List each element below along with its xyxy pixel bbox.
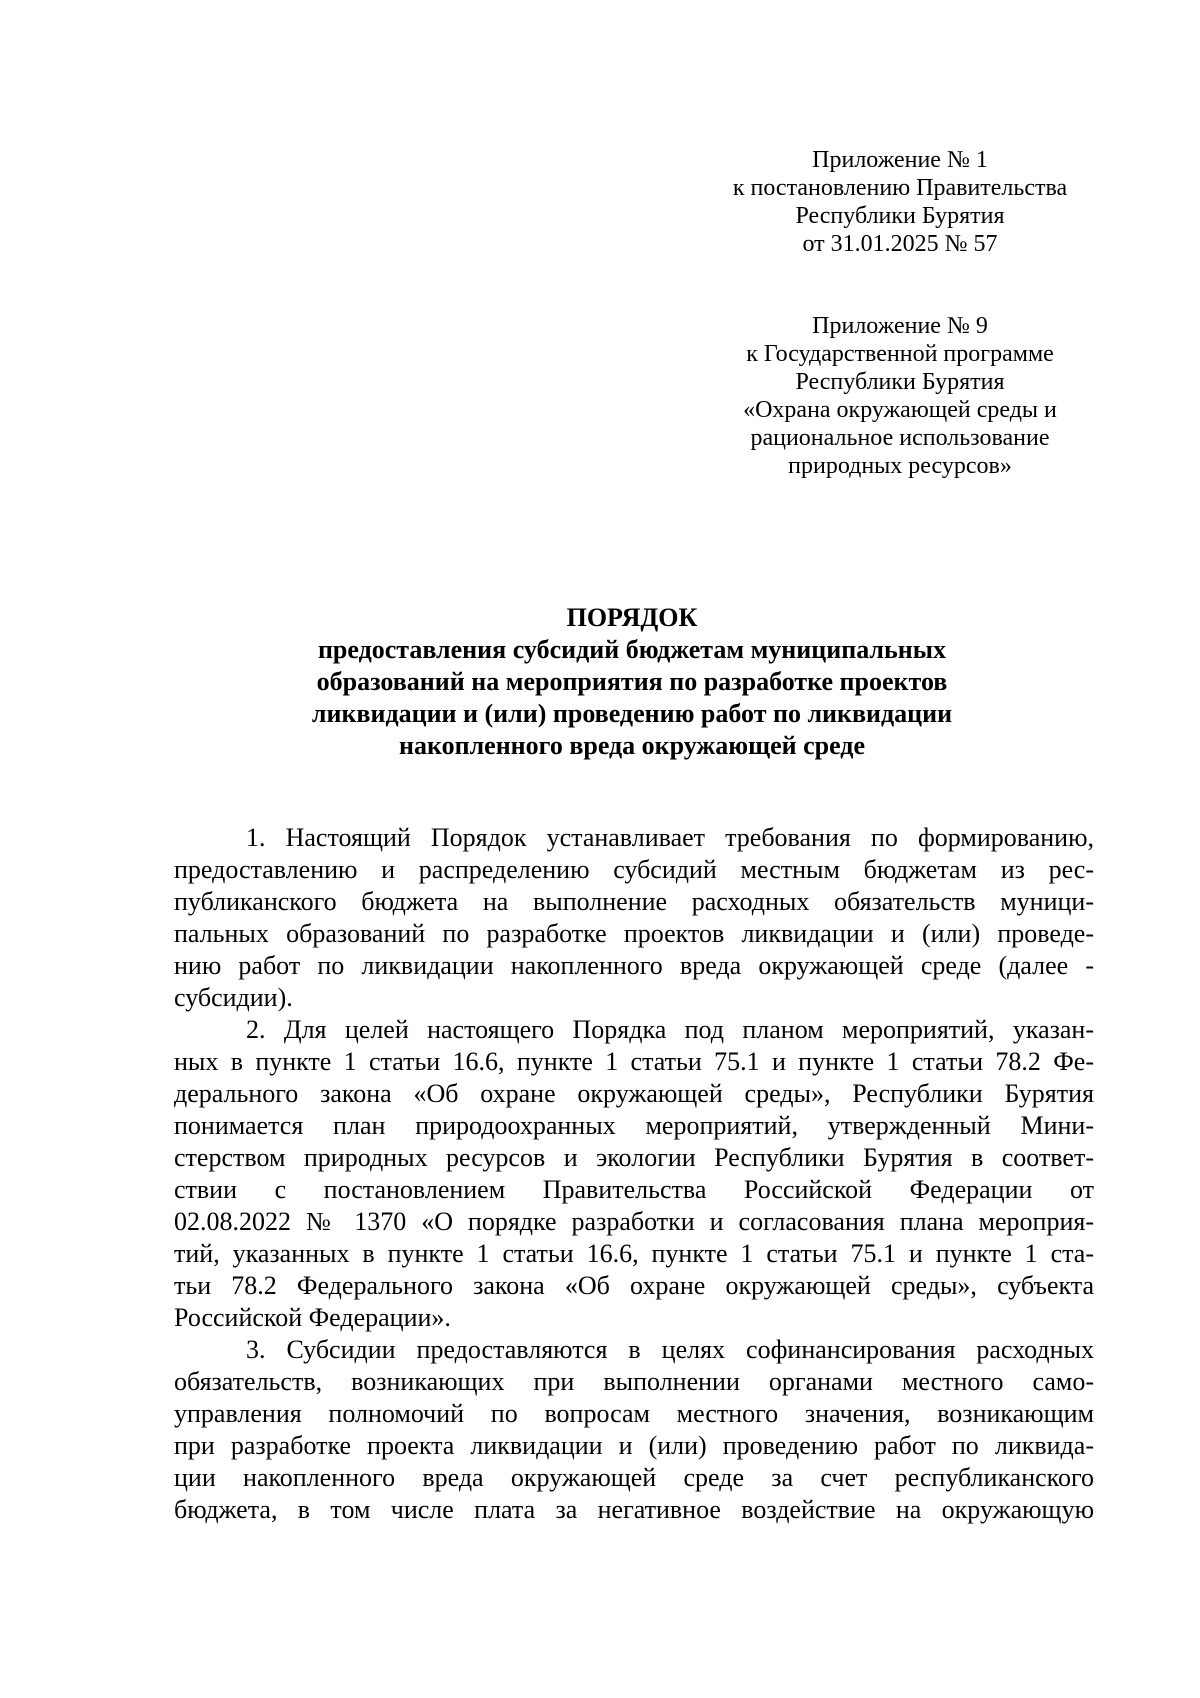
paragraph-3-line: при разработке проекта ликвидации и (или) проведению работ по ликвида- [174, 1431, 1094, 1460]
title-subtitle-line: ликвидации и (или) проведению работ по ликвидации [311, 699, 953, 728]
paragraph-1-line: пальных образований по разработке проектов ликвидации и (или) проведе- [174, 919, 1094, 948]
paragraph-3-line: ции накопленного вреда окружающей среде за счет республиканского [174, 1463, 1094, 1492]
paragraph-2-line: дерального закона «Об охране окружающей среды», Республики Бурятия [174, 1079, 1094, 1108]
paragraph-2-line: понимается план природоохранных мероприятий, утвержденный Мини- [174, 1111, 1094, 1140]
paragraph-2-line: 02.08.2022 № 1370 «О порядке разработки и согласования плана мероприя- [174, 1207, 1094, 1236]
paragraph-3-line: обязательств, возникающих при выполнении органами местного само- [174, 1367, 1094, 1396]
appendix-9-block [700, 312, 1100, 480]
appendix-9-line: Приложение № 9 [812, 313, 988, 339]
appendix-9-line: «Охрана окружающей среды и [743, 397, 1057, 423]
appendix-9-line: Республики Бурятия [795, 369, 1005, 395]
paragraph-1-line: 1. Настоящий Порядок устанавливает требования по формированию, [246, 823, 1094, 852]
title-subtitle-line: предоставления субсидий бюджетам муниципальных [317, 635, 947, 664]
document-body [174, 822, 1094, 1526]
paragraph-2-line: тьи 78.2 Федерального закона «Об охране окружающей среды», субъекта [174, 1271, 1094, 1300]
paragraph-3-line: бюджета, в том числе плата за негативное воздействие на окружающую [174, 1495, 1094, 1524]
appendix-1-line: к постановлению Правительства [732, 175, 1068, 201]
paragraph-2-line: ных в пункте 1 статьи 16.6, пункте 1 статьи 75.1 и пункте 1 статьи 78.2 Фе- [174, 1047, 1094, 1076]
appendix-1-line: Приложение № 1 [812, 147, 988, 173]
paragraph-1-line: публиканского бюджета на выполнение расходных обязательств муници- [174, 887, 1094, 916]
appendix-1-block [700, 146, 1100, 258]
paragraph-1-line: предоставлению и распределению субсидий местным бюджетам из рес- [174, 855, 1094, 884]
paragraph-1-line: нию работ по ликвидации накопленного вреда окружающей среде (далее - [174, 951, 1094, 980]
paragraph-3-line: 3. Субсидии предоставляются в целях софинансирования расходных [246, 1335, 1094, 1364]
appendix-9-line: к Государственной программе [746, 341, 1054, 367]
paragraph-3-line: управления полномочий по вопросам местного значения, возникающим [174, 1399, 1094, 1428]
paragraph-2-line: стерством природных ресурсов и экологии Республики Бурятия в соответ- [174, 1143, 1094, 1172]
appendix-9-line: рациональное использование [750, 425, 1050, 451]
paragraph-2-line: 2. Для целей настоящего Порядка под планом мероприятий, указан- [246, 1015, 1094, 1044]
paragraph-2-line: ствии с постановлением Правительства Российской Федерации от [174, 1175, 1094, 1204]
title-heading: ПОРЯДОК [566, 603, 698, 632]
appendix-1-line: Республики Бурятия [795, 203, 1005, 229]
document-title [170, 602, 1094, 762]
title-subtitle-line: накопленного вреда окружающей среде [398, 731, 866, 760]
title-subtitle-line: образований на мероприятия по разработке проектов [316, 667, 948, 696]
appendix-9-line: природных ресурсов» [788, 453, 1012, 479]
paragraph-1-line: субсидии). [174, 983, 293, 1012]
paragraph-2-line: Российской Федерации». [174, 1303, 451, 1332]
appendix-1-line: от 31.01.2025 № 57 [802, 231, 998, 257]
paragraph-2-line: тий, указанных в пункте 1 статьи 16.6, пункте 1 статьи 75.1 и пункте 1 ста- [174, 1239, 1094, 1268]
